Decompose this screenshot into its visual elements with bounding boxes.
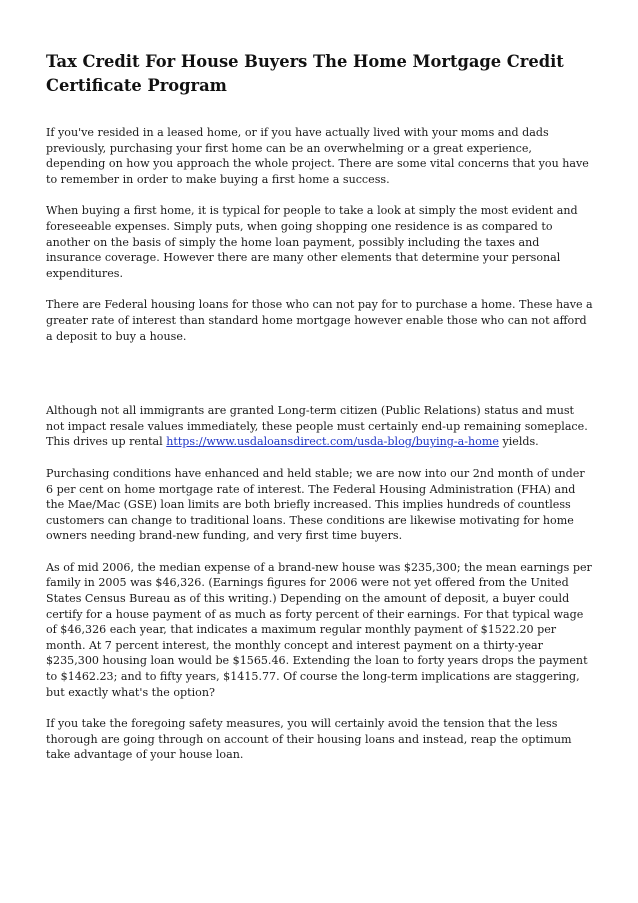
paragraph-7: If you take the foregoing safety measures, you will certainly avoid the tension that the less thorough are going through on account of their housing loans and instead, reap the optimum take advantage of your house loan.	[46, 717, 572, 762]
paragraph-6: As of mid 2006, the median expense of a brand-new house was $235,300; the mean earnings per family in 2005 was $46,326. (Earnings figures for 2006 were not yet offered from the United States Census Bureau as of this writing.) Depending on the amount of deposit, a buyer could certify for a house payment of as much as forty percent of their earnings. For that typical wage of $46,326 each year, that indicates a maximum regular monthly payment of $1522.20 per month. At 7 percent interest, the monthly concept and interest payment on a thirty-year $235,300 housing loan would be $1565.46. Extending the loan to forty years drops the payment to $1462.23; and to fifty years, $1415.77. Of course the long-term implications are staggering, but exactly what's the option?	[46, 560, 592, 699]
paragraph-link-after: yields.	[498, 435, 539, 449]
paragraph-5: Purchasing conditions have enhanced and held stable; we are now into our 2nd month of under 6 per cent on home mortgage rate of interest. The Federal Housing Administration (FHA) and the Mae/Mac (GSE) loan limits are both briefly increased. This implies hundreds of countless customers can change to traditional loans. These conditions are likewise motivating for home owners needing brand-new funding, and very first time buyers.	[46, 466, 585, 543]
paragraph-1: If you've resided in a leased home, or if you have actually lived with your moms and dads previously, purchasing your first home can be an overwhelming or a great experience, depending on how you approach the whole project. There are some vital concerns that you have to remember in order to make buying a first home a success.	[46, 126, 589, 186]
paragraph-3: There are Federal housing loans for those who can not pay for to purchase a home. These have a greater rate of interest than standard home mortgage however enable those who can not afford a deposit to buy a house.	[46, 298, 593, 343]
document-page	[46, 50, 594, 779]
paragraph-2: When buying a first home, it is typical for people to take a look at simply the most evident and foreseeable expenses. Simply puts, when going shopping one residence is as compared to another on the basis of simply the home loan payment, possibly including the taxes and insurance coverage. However there are many other elements that determine your personal expenditures.	[46, 204, 578, 280]
usda-loans-link[interactable]: https://www.usdaloansdirect.com/usda-blog/buying-a-home	[166, 435, 499, 449]
page-title: Tax Credit For House Buyers The Home Mortgage Credit Certificate Program	[46, 52, 564, 95]
paragraph-link	[46, 403, 594, 450]
paragraph-link-before: Although not all immigrants are granted Long-term citizen (Public Relations) status and must not impact resale values immediately, these people must certainly end-up remaining someplace. This drives up rental	[46, 404, 588, 449]
